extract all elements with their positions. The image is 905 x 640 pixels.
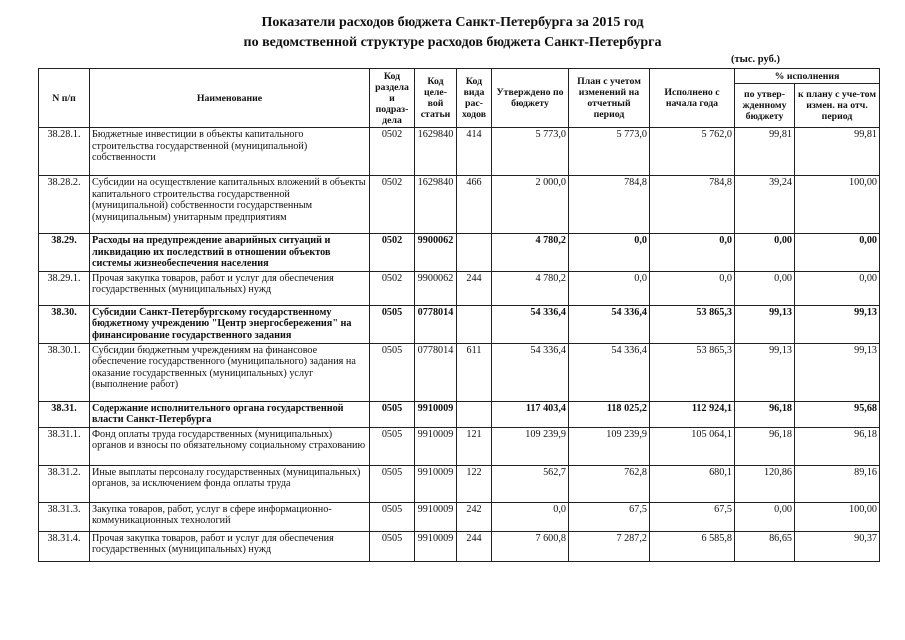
page-title: Показатели расходов бюджета Санкт-Петербурга за 2015 год	[261, 15, 644, 30]
row-pct-approved: 0,00	[735, 234, 795, 272]
row-statya-code: 9900062	[415, 234, 457, 272]
budget-table	[38, 68, 880, 562]
row-plan: 0,0	[569, 271, 650, 305]
row-approved: 54 336,4	[492, 305, 569, 343]
row-pct-approved: 0,00	[735, 271, 795, 305]
row-approved: 54 336,4	[492, 343, 569, 401]
table-row	[39, 343, 880, 401]
row-approved: 2 000,0	[492, 176, 569, 234]
row-vid-code: 121	[457, 427, 492, 465]
row-pct-plan: 90,37	[795, 531, 880, 561]
row-approved: 117 403,4	[492, 401, 569, 427]
row-statya-code: 9910009	[415, 401, 457, 427]
row-done: 67,5	[650, 502, 735, 531]
row-num: 38.29.	[39, 234, 90, 272]
row-pct-approved: 99,13	[735, 343, 795, 401]
row-num: 38.30.	[39, 305, 90, 343]
table-row	[39, 271, 880, 305]
page-subtitle: по ведомственной структуре расходов бюджета Санкт-Петербурга	[243, 35, 662, 50]
row-statya-code: 9900062	[415, 271, 457, 305]
row-vid-code	[457, 234, 492, 272]
row-approved: 562,7	[492, 465, 569, 502]
row-pct-plan: 99,13	[795, 305, 880, 343]
row-pct-plan: 99,81	[795, 128, 880, 176]
row-razdel-code: 0502	[370, 271, 415, 305]
row-statya-code: 1629840	[415, 128, 457, 176]
table-row	[39, 427, 880, 465]
row-name: Расходы на предупреждение аварийных ситуаций и ликвидацию их последствий в отношении объектов системы жизнеобеспечения населения	[90, 234, 370, 272]
row-pct-approved: 96,18	[735, 427, 795, 465]
header-name: Наименование	[90, 69, 370, 128]
row-num: 38.28.2.	[39, 176, 90, 234]
row-done: 53 865,3	[650, 343, 735, 401]
row-statya-code: 9910009	[415, 427, 457, 465]
row-done: 0,0	[650, 234, 735, 272]
row-num: 38.31.	[39, 401, 90, 427]
row-name: Прочая закупка товаров, работ и услуг для обеспечения государственных (муниципальных) нужд	[90, 531, 370, 561]
row-pct-plan: 0,00	[795, 234, 880, 272]
table-row	[39, 176, 880, 234]
row-plan: 54 336,4	[569, 305, 650, 343]
row-razdel-code: 0502	[370, 176, 415, 234]
row-num: 38.30.1.	[39, 343, 90, 401]
row-razdel-code: 0505	[370, 531, 415, 561]
row-razdel-code: 0502	[370, 234, 415, 272]
row-approved: 7 600,8	[492, 531, 569, 561]
row-pct-plan: 96,18	[795, 427, 880, 465]
row-vid-code: 414	[457, 128, 492, 176]
table-body	[39, 128, 880, 562]
row-vid-code: 466	[457, 176, 492, 234]
table-row	[39, 234, 880, 272]
header-statya: Код целе-вой статьи	[415, 69, 457, 128]
table-row	[39, 128, 880, 176]
header-pct-approved: по утвер-жденному бюджету	[735, 84, 795, 128]
header-pct-plan: к плану с уче-том измен. на отч. период	[795, 84, 880, 128]
row-done: 105 064,1	[650, 427, 735, 465]
table-row	[39, 401, 880, 427]
row-approved: 4 780,2	[492, 234, 569, 272]
row-razdel-code: 0505	[370, 465, 415, 502]
row-razdel-code: 0505	[370, 401, 415, 427]
header-plan: План с учетом изменений на отчетный период	[569, 69, 650, 128]
row-pct-plan: 100,00	[795, 176, 880, 234]
row-num: 38.31.4.	[39, 531, 90, 561]
header-done: Исполнено с начала года	[650, 69, 735, 128]
row-statya-code: 9910009	[415, 465, 457, 502]
row-name: Субсидии Санкт-Петербургскому государственному бюджетному учреждению "Центр энергосбережения" на финансирование государственного задания	[90, 305, 370, 343]
row-plan: 762,8	[569, 465, 650, 502]
row-done: 680,1	[650, 465, 735, 502]
row-razdel-code: 0505	[370, 343, 415, 401]
row-plan: 118 025,2	[569, 401, 650, 427]
row-pct-plan: 99,13	[795, 343, 880, 401]
row-done: 784,8	[650, 176, 735, 234]
row-statya-code: 1629840	[415, 176, 457, 234]
header-vid: Код вида рас-ходов	[457, 69, 492, 128]
header-num: N п/п	[39, 69, 90, 128]
header-approved: Утверждено по бюджету	[492, 69, 569, 128]
row-name: Закупка товаров, работ, услуг в сфере информационно-коммуникационных технологий	[90, 502, 370, 531]
row-pct-approved: 86,65	[735, 531, 795, 561]
header-pct-group: % исполнения	[735, 69, 880, 84]
row-statya-code: 9910009	[415, 502, 457, 531]
row-done: 5 762,0	[650, 128, 735, 176]
row-razdel-code: 0502	[370, 128, 415, 176]
row-pct-approved: 99,13	[735, 305, 795, 343]
row-statya-code: 0778014	[415, 305, 457, 343]
row-num: 38.31.2.	[39, 465, 90, 502]
units-label: (тыс. руб.)	[731, 54, 780, 65]
row-name: Субсидии на осуществление капитальных вложений в объекты капитального строительства государственной (муниципальной) собственности государственным (муниципальным) унитарным предприятиям	[90, 176, 370, 234]
row-pct-approved: 99,81	[735, 128, 795, 176]
table-row	[39, 502, 880, 531]
row-statya-code: 9910009	[415, 531, 457, 561]
row-vid-code: 244	[457, 271, 492, 305]
row-plan: 0,0	[569, 234, 650, 272]
row-plan: 109 239,9	[569, 427, 650, 465]
row-name: Субсидии бюджетным учреждениям на финансовое обеспечение государственного (муниципального) задания на оказание государственных (муниципальных) услуг (выполнение работ)	[90, 343, 370, 401]
row-plan: 7 287,2	[569, 531, 650, 561]
row-name: Содержание исполнительного органа государственной власти Санкт-Петербурга	[90, 401, 370, 427]
table-row	[39, 305, 880, 343]
row-statya-code: 0778014	[415, 343, 457, 401]
row-razdel-code: 0505	[370, 427, 415, 465]
row-done: 112 924,1	[650, 401, 735, 427]
row-name: Иные выплаты персоналу государственных (муниципальных) органов, за исключением фонда оплаты труда	[90, 465, 370, 502]
row-vid-code: 242	[457, 502, 492, 531]
row-vid-code	[457, 305, 492, 343]
row-name: Прочая закупка товаров, работ и услуг для обеспечения государственных (муниципальных) нужд	[90, 271, 370, 305]
table-row	[39, 531, 880, 561]
row-name: Бюджетные инвестиции в объекты капитального строительства государственной (муниципальной) собственности	[90, 128, 370, 176]
row-done: 0,0	[650, 271, 735, 305]
row-pct-approved: 96,18	[735, 401, 795, 427]
row-vid-code	[457, 401, 492, 427]
row-approved: 109 239,9	[492, 427, 569, 465]
row-vid-code: 122	[457, 465, 492, 502]
row-razdel-code: 0505	[370, 305, 415, 343]
row-approved: 4 780,2	[492, 271, 569, 305]
row-num: 38.28.1.	[39, 128, 90, 176]
row-plan: 67,5	[569, 502, 650, 531]
row-approved: 0,0	[492, 502, 569, 531]
table-row	[39, 465, 880, 502]
row-pct-approved: 0,00	[735, 502, 795, 531]
row-num: 38.29.1.	[39, 271, 90, 305]
row-plan: 5 773,0	[569, 128, 650, 176]
row-plan: 54 336,4	[569, 343, 650, 401]
row-razdel-code: 0505	[370, 502, 415, 531]
row-vid-code: 611	[457, 343, 492, 401]
row-num: 38.31.1.	[39, 427, 90, 465]
header-razdel: Код раздела и подраз-дела	[370, 69, 415, 128]
row-vid-code: 244	[457, 531, 492, 561]
row-num: 38.31.3.	[39, 502, 90, 531]
row-done: 6 585,8	[650, 531, 735, 561]
row-name: Фонд оплаты труда государственных (муниципальных) органов и взносы по обязательному социальному страхованию	[90, 427, 370, 465]
row-pct-plan: 100,00	[795, 502, 880, 531]
row-done: 53 865,3	[650, 305, 735, 343]
row-pct-plan: 95,68	[795, 401, 880, 427]
row-pct-approved: 39,24	[735, 176, 795, 234]
row-pct-plan: 89,16	[795, 465, 880, 502]
row-pct-plan: 0,00	[795, 271, 880, 305]
row-plan: 784,8	[569, 176, 650, 234]
row-pct-approved: 120,86	[735, 465, 795, 502]
row-approved: 5 773,0	[492, 128, 569, 176]
